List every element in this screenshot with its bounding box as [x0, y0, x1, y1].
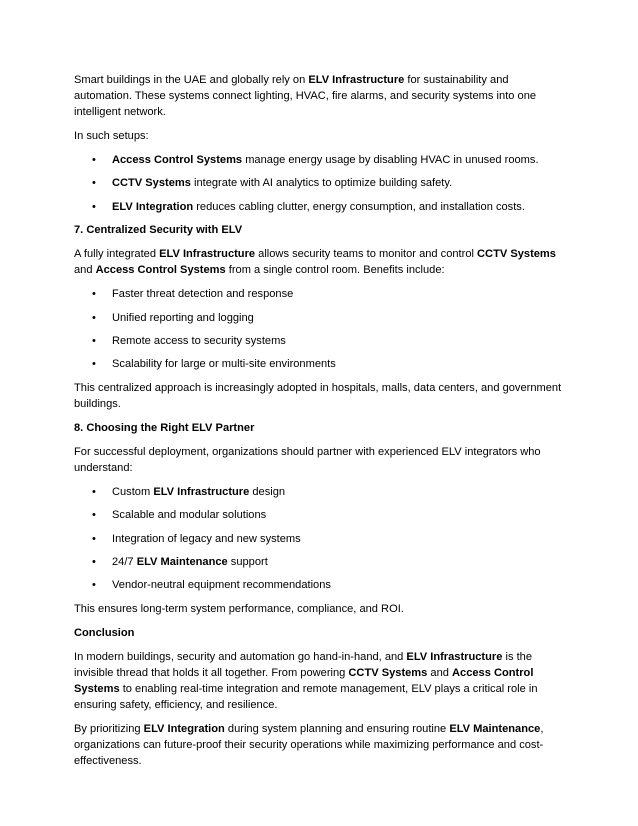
setups-intro [74, 128, 568, 144]
text-run: Faster threat detection and response [112, 288, 294, 301]
section-8-criteria-list [74, 484, 568, 594]
text-run: 24/7 [112, 555, 137, 568]
list-item [74, 310, 568, 326]
section-7-benefits-list [74, 286, 568, 372]
list-item [74, 333, 568, 349]
list-item [74, 152, 568, 168]
text-run: is the invisible thread that holds it all together. From powering [74, 650, 532, 679]
text-run: Scalable and modular solutions [112, 509, 267, 522]
bullet-icon: • [92, 177, 96, 190]
emphasis-text: Access Control Systems [74, 666, 534, 695]
conclusion-heading: Conclusion [74, 626, 135, 639]
bullet-icon: • [92, 485, 96, 498]
text-run: A fully integrated [74, 248, 160, 261]
section-8-heading: 8. Choosing the Right ELV Partner [74, 421, 255, 434]
text-run: design [249, 485, 286, 498]
text-run: support [227, 555, 268, 568]
bullet-icon: • [92, 288, 96, 301]
bullet-icon: • [92, 154, 96, 166]
section-7-closing [74, 380, 568, 412]
text-run: In such setups: [74, 130, 149, 142]
emphasis-text: CCTV Systems [348, 666, 428, 679]
text-run: Smart buildings in the UAE and globally rely on [74, 74, 309, 86]
bullet-icon: • [92, 334, 96, 347]
list-item [74, 507, 568, 523]
emphasis-text: ELV Maintenance [449, 722, 541, 735]
text-run: This ensures long-term system performance, compliance, and ROI. [74, 602, 404, 615]
bullet-icon: • [92, 579, 96, 592]
list-item [74, 531, 568, 547]
emphasis-text: ELV Infrastructure [159, 248, 256, 261]
list-item [74, 286, 568, 302]
emphasis-text: Access Control Systems [95, 264, 226, 277]
emphasis-text: ELV Infrastructure [308, 74, 405, 86]
text-run: , organizations can future-proof their security operations while maximizing performance and cost-effectiveness. [74, 722, 544, 767]
bullet-icon: • [92, 311, 96, 324]
emphasis-text: CCTV Systems [477, 248, 556, 261]
text-run: manage energy usage by disabling HVAC in unused rooms. [242, 154, 539, 166]
text-run: and [427, 666, 453, 679]
bullet-icon: • [92, 555, 96, 568]
conclusion-paragraph-1 [74, 649, 568, 713]
text-run: during system planning and ensuring routine [224, 722, 450, 735]
list-item [74, 554, 568, 570]
list-item [74, 577, 568, 593]
text-run: Custom [112, 485, 154, 498]
text-run: Scalability for large or multi-site environments [112, 358, 336, 371]
bullet-icon: • [92, 200, 96, 213]
conclusion-paragraph-2 [74, 721, 568, 769]
text-run: to enabling real-time integration and remote management, ELV plays a critical role in ensuring safety, efficiency, and resilience. [74, 682, 538, 711]
list-item [74, 356, 568, 372]
list-item [74, 175, 568, 191]
text-run: In modern buildings, security and automation go hand-in-hand, and [74, 650, 407, 663]
text-run: from a single control room. Benefits include: [225, 264, 445, 277]
section-7-paragraph [74, 246, 568, 278]
list-item [74, 484, 568, 500]
text-run: for sustainability and automation. These systems connect lighting, HVAC, fire alarms, and security systems into one intelligent network. [74, 74, 537, 118]
text-run: Remote access to security systems [112, 334, 286, 347]
bullet-icon: • [92, 509, 96, 522]
text-run: integrate with AI analytics to optimize building safety. [190, 177, 453, 190]
intro-paragraph [74, 72, 568, 120]
emphasis-text: ELV Integration [143, 722, 225, 735]
text-run: Integration of legacy and new systems [112, 532, 301, 545]
bullet-icon: • [92, 532, 96, 545]
emphasis-text: Access Control Systems [112, 154, 243, 166]
section-8-paragraph [74, 444, 568, 476]
emphasis-text: ELV Integration [112, 200, 194, 213]
emphasis-text: ELV Maintenance [136, 555, 228, 568]
text-run: Unified reporting and logging [112, 311, 254, 324]
text-run: This centralized approach is increasingly adopted in hospitals, malls, data centers, and government buildings. [74, 381, 562, 410]
text-run: and [74, 264, 96, 277]
bullet-icon: • [92, 358, 96, 371]
text-run: allows security teams to monitor and control [255, 248, 478, 261]
section-8-closing [74, 601, 568, 617]
emphasis-text: ELV Infrastructure [153, 485, 250, 498]
section-7-heading: 7. Centralized Security with ELV [74, 224, 243, 237]
list-item [74, 199, 568, 215]
text-run: For successful deployment, organizations should partner with experienced ELV integrators who understand: [74, 445, 541, 474]
emphasis-text: CCTV Systems [112, 177, 191, 190]
emphasis-text: ELV Infrastructure [406, 650, 503, 663]
text-run: Vendor-neutral equipment recommendations [112, 579, 331, 592]
text-run: By prioritizing [74, 722, 144, 735]
text-run: reduces cabling clutter, energy consumption, and installation costs. [193, 200, 525, 213]
setups-list [74, 152, 568, 215]
